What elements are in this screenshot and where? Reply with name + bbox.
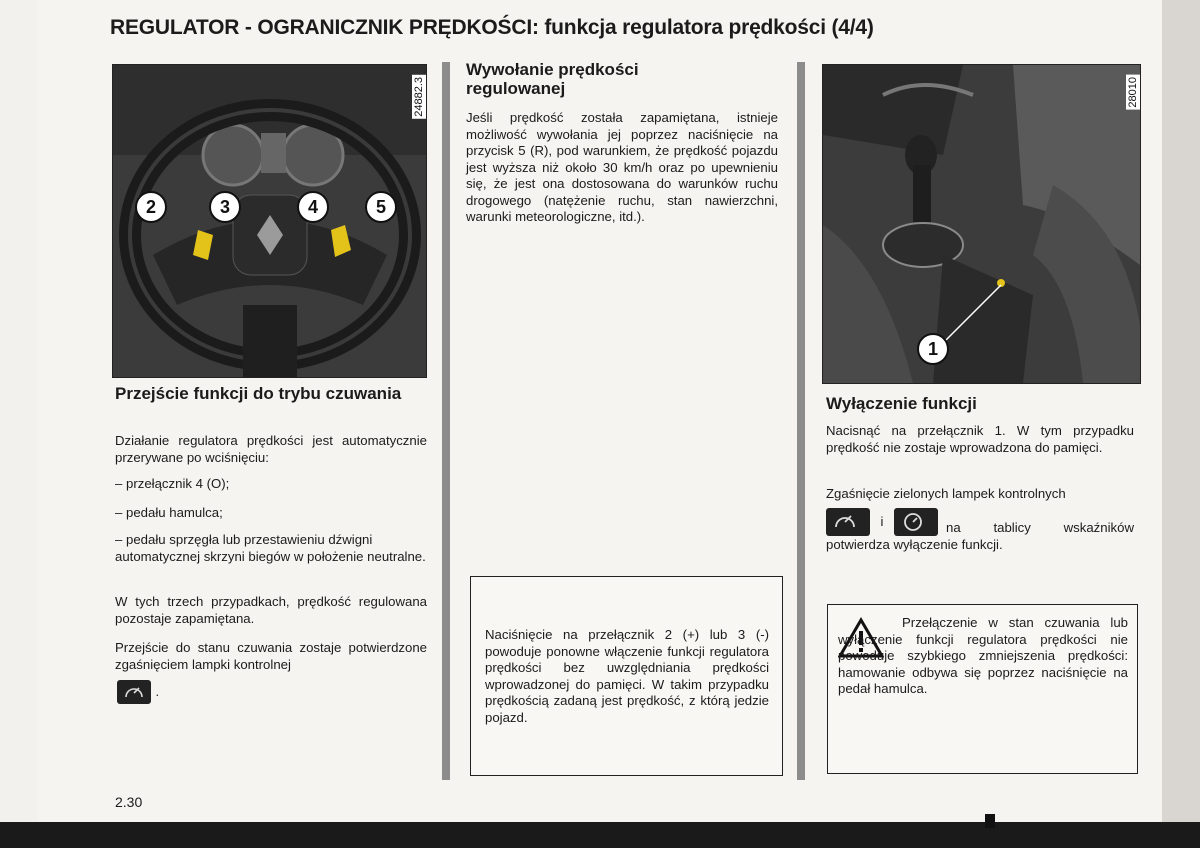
- page-number: 2.30: [115, 794, 143, 810]
- bullet-item: – przełącznik 4 (O);: [115, 476, 230, 491]
- note-text: Naciśnięcie na przełącznik 2 (+) lub 3 (-) powoduje ponowne włączenie funkcji regulatora prędkości bez uwzględniania prędkości wprowadzonej do pamięci. W takim przypadku prędkością zadaną jest prędkość, z którą jedzie pojazd.: [485, 627, 769, 725]
- section-heading-standby: Przejście funkcji do trybu czuwania: [115, 384, 402, 403]
- bullet-item: – pedału hamulca;: [115, 505, 223, 520]
- warning-text: Przełączenie w stan czuwania lub wyłączenie funkcji regulatora prędkości nie powoduje szybkiego zmniejszenia prędkości: hamowanie odbywa się poprzez naciśnięcie na pedał hamulca.: [838, 615, 1128, 696]
- console-switch-figure: [822, 64, 1141, 384]
- switch-off-paragraph-1: Nacisnąć na przełącznik 1. W tym przypadku prędkość nie zostaje wprowadzona do pamięci.: [826, 423, 1134, 455]
- standby-intro: Działanie regulatora prędkości jest automatycznie przerywane po wciśnięciu:: [115, 433, 427, 465]
- standby-paragraph-1: W tych trzech przypadkach, prędkość regulowana pozostaje zapamiętana.: [115, 594, 427, 626]
- column-divider-left: [442, 62, 450, 780]
- cruise-control-lamp-icon: [117, 680, 151, 704]
- figure-code: 24882.3: [413, 77, 425, 117]
- next-page-edge: [1162, 0, 1200, 822]
- warning-box: [827, 604, 1138, 774]
- standby-paragraph-2: Przejście do stanu czuwania zostaje potwierdzone zgaśnięciem lampki kontrolnej: [115, 640, 427, 672]
- switch-off-paragraph-2-end: na tablicy wskaźników potwierdza wyłączenie funkcji.: [826, 520, 1134, 552]
- steering-wheel-figure: [112, 64, 427, 378]
- section-heading-switch-off: Wyłączenie funkcji: [826, 394, 977, 413]
- callout-1: 1: [917, 333, 949, 365]
- switch-off-paragraph-2-start: Zgaśnięcie zielonych lampek kontrolnych: [826, 486, 1066, 501]
- callout-3: 3: [209, 191, 241, 223]
- callout-5: 5: [365, 191, 397, 223]
- scan-bottom-band: [0, 822, 1200, 848]
- trailing-dot: .: [155, 684, 160, 700]
- callout-2: 2: [135, 191, 167, 223]
- resume-body: Jeśli prędkość została zapamiętana, istnieje możliwość wywołania jej poprzez naciśnięcie na przycisk 5 (R), pod warunkiem, że prędkość pojazdu jest wyższa niż około 30 km/h oraz po upewnieniu się, że jest ona dostosowana do warunków ruchu drogowego (natężenie ruchu, stan nawierzchni, warunki meteorologiczne, itd.).: [466, 110, 778, 224]
- callout-4: 4: [297, 191, 329, 223]
- print-mark: [985, 814, 995, 828]
- bullet-item: – pedału sprzęgła lub przestawieniu dźwigni automatycznej skrzyni biegów w położenie neutralne.: [115, 532, 426, 564]
- figure-code: 28010: [1127, 77, 1139, 108]
- column-divider-right: [797, 62, 805, 780]
- console-illustration: [823, 65, 1140, 383]
- section-heading-resume: Wywołanie prędkości regulowanej: [466, 60, 639, 98]
- standby-lamp: [117, 680, 159, 704]
- note-box: [470, 576, 783, 776]
- lamps-connector: i: [880, 514, 884, 530]
- page-title: REGULATOR - OGRANICZNIK PRĘDKOŚCI: funkcja regulatora prędkości (4/4): [110, 16, 874, 39]
